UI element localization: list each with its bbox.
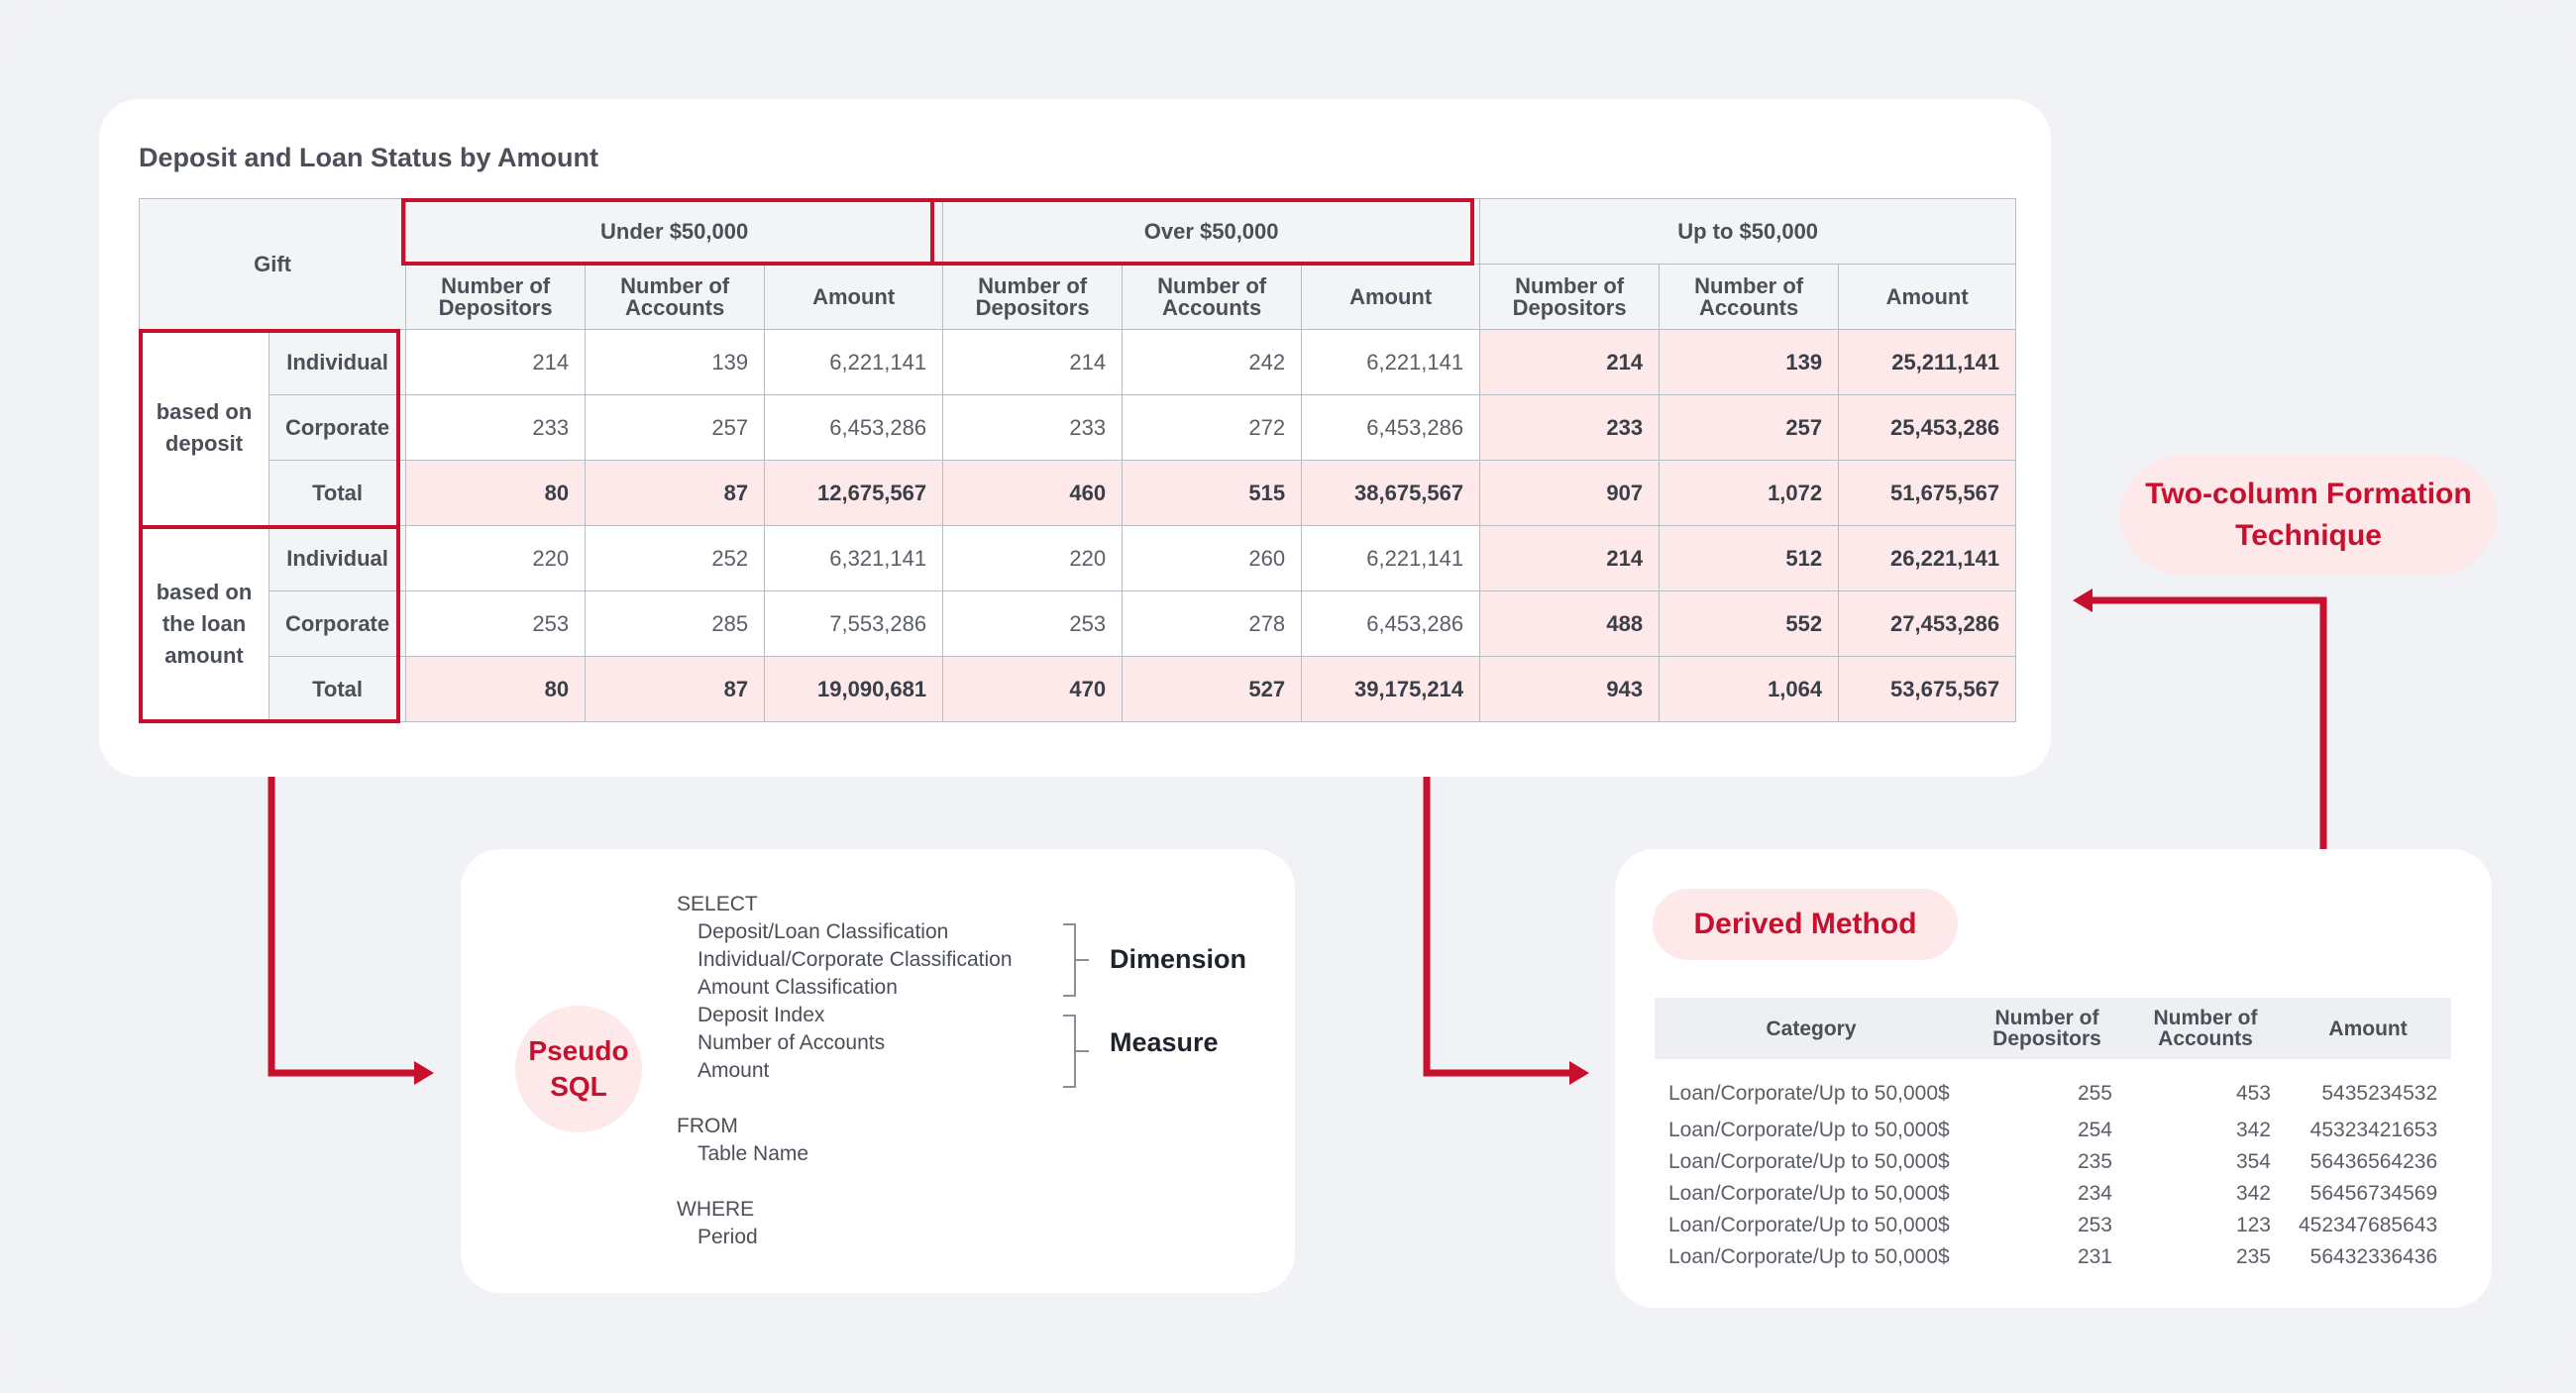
- cell: 257: [1660, 395, 1839, 461]
- cell: 25,453,286: [1839, 395, 2016, 461]
- cell: 1,072: [1660, 461, 1839, 526]
- pseudo-sql-badge: Pseudo SQL: [515, 1006, 642, 1132]
- pseudo-sql-card: [461, 849, 1295, 1293]
- derived-cell: Loan/Corporate/Up to 50,000$: [1668, 1182, 1950, 1205]
- derived-cell: 123: [2235, 1214, 2271, 1236]
- arrow-head-sql: [414, 1061, 434, 1085]
- derived-row: [1655, 1178, 2451, 1210]
- cell: 27,453,286: [1839, 591, 2016, 657]
- table-row-total: [140, 461, 2016, 526]
- cell: 1,064: [1660, 657, 1839, 722]
- cell: 552: [1660, 591, 1839, 657]
- arrow-table-to-sql: [271, 777, 416, 1073]
- sql-dimension-item: Amount Classification: [698, 976, 898, 999]
- derived-row: [1655, 1146, 2451, 1178]
- cell: 233: [943, 395, 1123, 461]
- cell: 214: [1480, 330, 1660, 395]
- table-title: Deposit and Loan Status by Amount: [139, 143, 599, 172]
- derived-col-header: Category: [1655, 998, 1968, 1059]
- derived-cell: 254: [2077, 1119, 2112, 1141]
- table-row: [140, 395, 2016, 461]
- row-label: Individual: [269, 526, 406, 591]
- derived-method-card: [1615, 849, 2492, 1308]
- derived-cell: 453: [2235, 1082, 2271, 1105]
- derived-cell: 45323421653: [2309, 1119, 2438, 1141]
- derived-cell: 5435234532: [2321, 1082, 2438, 1105]
- cell: 25,211,141: [1839, 330, 2016, 395]
- table-row: [140, 526, 2016, 591]
- cell: 214: [943, 330, 1123, 395]
- col-header: Number of Accounts: [586, 265, 765, 330]
- derived-cell: 452347685643: [2299, 1214, 2438, 1236]
- table-row: [140, 330, 2016, 395]
- sql-measure-item: Number of Accounts: [698, 1031, 886, 1054]
- cell: 278: [1123, 591, 1302, 657]
- cell: 6,453,286: [1302, 591, 1480, 657]
- row-label: Total: [269, 461, 406, 526]
- cell: 470: [943, 657, 1123, 722]
- cell: 7,553,286: [765, 591, 943, 657]
- derived-cell: Loan/Corporate/Up to 50,000$: [1668, 1245, 1950, 1268]
- measure-label: Measure: [1110, 1027, 1219, 1057]
- cell: 53,675,567: [1839, 657, 2016, 722]
- section-label-deposit: based on deposit: [140, 330, 269, 526]
- cell: 214: [1480, 526, 1660, 591]
- sql-dimension-item: Deposit/Loan Classification: [698, 920, 949, 943]
- status-table: [139, 198, 2016, 722]
- sql-measure-item: Amount: [698, 1059, 770, 1082]
- cell: 252: [586, 526, 765, 591]
- sql-from-keyword: FROM: [677, 1115, 738, 1137]
- col-header: Amount: [1839, 265, 2016, 330]
- cell: 488: [1480, 591, 1660, 657]
- derived-cell: 56432336436: [2309, 1245, 2438, 1268]
- cell: 512: [1660, 526, 1839, 591]
- col-header: Number of Depositors: [1480, 265, 1660, 330]
- sql-table-name: Table Name: [698, 1142, 809, 1165]
- two-column-technique-badge: Two-column Formation Technique: [2120, 456, 2497, 575]
- col-header: Amount: [1302, 265, 1480, 330]
- derived-cell: 342: [2235, 1182, 2271, 1205]
- derived-cell: 235: [2077, 1150, 2112, 1173]
- derived-method-badge: Derived Method: [1653, 889, 1958, 960]
- derived-col-header: Amount: [2285, 998, 2451, 1059]
- col-header: Number of Accounts: [1660, 265, 1839, 330]
- cell: 6,453,286: [765, 395, 943, 461]
- section-label-loan: based on the loan amount: [140, 526, 269, 722]
- cell: 260: [1123, 526, 1302, 591]
- row-label: Total: [269, 657, 406, 722]
- derived-table: [1655, 998, 2451, 1273]
- derived-row: [1655, 1115, 2451, 1146]
- derived-cell: 354: [2235, 1150, 2271, 1173]
- sql-measure-item: Deposit Index: [698, 1004, 825, 1026]
- derived-cell: 253: [2077, 1214, 2112, 1236]
- derived-col-header: Number of Accounts: [2126, 998, 2285, 1059]
- col-header: Amount: [765, 265, 943, 330]
- derived-cell: Loan/Corporate/Up to 50,000$: [1668, 1214, 1950, 1236]
- cell: 51,675,567: [1839, 461, 2016, 526]
- derived-cell: 56436564236: [2309, 1150, 2438, 1173]
- derived-col-header: Number of Depositors: [1968, 998, 2126, 1059]
- cell: 39,175,214: [1302, 657, 1480, 722]
- table-row: [140, 591, 2016, 657]
- row-label: Corporate: [269, 591, 406, 657]
- cell: 220: [943, 526, 1123, 591]
- cell: 87: [586, 461, 765, 526]
- group-header-over: Over $50,000: [943, 199, 1480, 265]
- dimension-label: Dimension: [1110, 944, 1247, 974]
- cell: 907: [1480, 461, 1660, 526]
- group-header-under: Under $50,000: [406, 199, 943, 265]
- cell: 6,453,286: [1302, 395, 1480, 461]
- cell: 253: [406, 591, 586, 657]
- arrow-derived-to-table: [2091, 600, 2323, 849]
- cell: 80: [406, 657, 586, 722]
- col-header: Number of Depositors: [406, 265, 586, 330]
- cell: 139: [1660, 330, 1839, 395]
- col-header: Number of Accounts: [1123, 265, 1302, 330]
- cell: 242: [1123, 330, 1302, 395]
- derived-cell: 234: [2077, 1182, 2112, 1205]
- derived-cell: Loan/Corporate/Up to 50,000$: [1668, 1119, 1950, 1141]
- cell: 285: [586, 591, 765, 657]
- cell: 233: [406, 395, 586, 461]
- cell: 214: [406, 330, 586, 395]
- cell: 26,221,141: [1839, 526, 2016, 591]
- cell: 19,090,681: [765, 657, 943, 722]
- cell: 527: [1123, 657, 1302, 722]
- sql-dimension-item: Individual/Corporate Classification: [698, 948, 1013, 971]
- sql-period: Period: [698, 1226, 758, 1248]
- cell: 6,321,141: [765, 526, 943, 591]
- derived-cell: 342: [2235, 1119, 2271, 1141]
- cell: 460: [943, 461, 1123, 526]
- cell: 6,221,141: [1302, 330, 1480, 395]
- cell: 233: [1480, 395, 1660, 461]
- derived-cell: 231: [2077, 1245, 2112, 1268]
- cell: 6,221,141: [765, 330, 943, 395]
- derived-cell: 56456734569: [2309, 1182, 2438, 1205]
- arrow-head-derived: [1569, 1061, 1589, 1085]
- arrow-head-table: [2073, 589, 2093, 612]
- derived-row: [1655, 1241, 2451, 1273]
- derived-row: [1655, 1059, 2451, 1115]
- cell: 38,675,567: [1302, 461, 1480, 526]
- cell: 80: [406, 461, 586, 526]
- cell: 6,221,141: [1302, 526, 1480, 591]
- cell: 943: [1480, 657, 1660, 722]
- cell: 272: [1123, 395, 1302, 461]
- status-table-card: [99, 99, 2051, 777]
- derived-cell: Loan/Corporate/Up to 50,000$: [1668, 1150, 1950, 1173]
- cell: 515: [1123, 461, 1302, 526]
- derived-cell: 235: [2235, 1245, 2271, 1268]
- derived-cell: 255: [2077, 1082, 2112, 1105]
- group-header-upto: Up to $50,000: [1480, 199, 2016, 265]
- derived-row: [1655, 1210, 2451, 1241]
- cell: 139: [586, 330, 765, 395]
- cell: 12,675,567: [765, 461, 943, 526]
- row-label: Corporate: [269, 395, 406, 461]
- cell: 220: [406, 526, 586, 591]
- sql-brackets: [1055, 918, 1095, 1097]
- row-label: Individual: [269, 330, 406, 395]
- cell: 87: [586, 657, 765, 722]
- col-header: Number of Depositors: [943, 265, 1123, 330]
- cell: 253: [943, 591, 1123, 657]
- cell: 257: [586, 395, 765, 461]
- derived-cell: Loan/Corporate/Up to 50,000$: [1668, 1082, 1950, 1105]
- corner-header: Gift: [140, 199, 406, 330]
- sql-where-keyword: WHERE: [677, 1198, 755, 1221]
- table-row-total: [140, 657, 2016, 722]
- sql-select-keyword: SELECT: [677, 893, 758, 915]
- arrow-table-to-derived: [1427, 777, 1571, 1073]
